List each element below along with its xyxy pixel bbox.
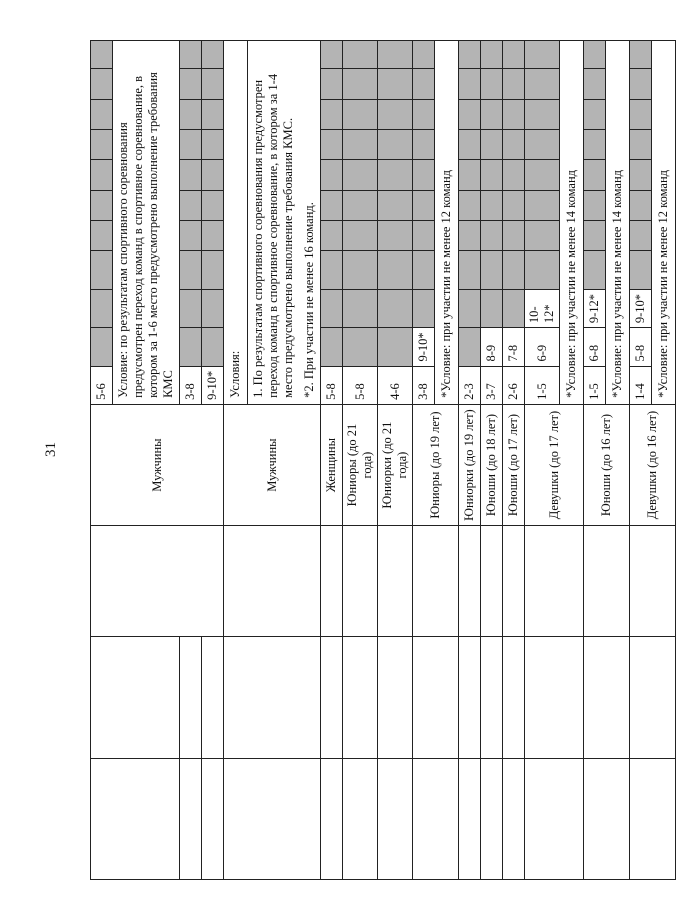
shaded-cell	[91, 190, 113, 220]
shaded-cell	[503, 130, 525, 160]
shaded-cell	[525, 41, 560, 69]
shaded-cell	[91, 289, 113, 327]
empty-cell	[459, 637, 481, 758]
shaded-cell	[378, 99, 413, 129]
shaded-cell	[481, 41, 503, 69]
shaded-cell	[180, 69, 202, 99]
category-cell: Юниорки (до 19 лет)	[459, 404, 481, 525]
place-cell: 5-8	[321, 366, 343, 404]
shaded-cell	[503, 160, 525, 190]
table-row	[459, 41, 481, 880]
shaded-cell	[630, 130, 652, 160]
shaded-cell	[343, 289, 378, 327]
shaded-cell	[481, 220, 503, 250]
shaded-cell	[202, 289, 224, 327]
empty-cell	[180, 637, 202, 758]
place-cell: 7-8	[503, 328, 525, 366]
empty-cell	[91, 758, 180, 879]
condition-item-2: *2. При участии не менее 16 команд.	[302, 202, 316, 398]
shaded-cell	[91, 251, 113, 289]
shaded-cell	[91, 220, 113, 250]
condition-note: *Условие: при участии не менее 14 команд	[560, 41, 584, 405]
shaded-cell	[180, 251, 202, 289]
shaded-cell	[180, 220, 202, 250]
condition-note: *Условие: при участии не менее 12 команд	[652, 41, 676, 405]
empty-cell	[413, 758, 459, 879]
shaded-cell	[343, 220, 378, 250]
shaded-cell	[413, 220, 435, 250]
empty-cell	[224, 758, 321, 879]
shaded-cell	[321, 160, 343, 190]
shaded-cell	[321, 190, 343, 220]
condition-note: *Условие: при участии не менее 14 команд	[606, 41, 630, 405]
shaded-cell	[343, 328, 378, 366]
empty-cell	[321, 526, 343, 637]
shaded-cell	[202, 160, 224, 190]
shaded-cell	[481, 190, 503, 220]
shaded-cell	[378, 251, 413, 289]
empty-cell	[525, 637, 584, 758]
table-row	[413, 41, 435, 880]
place-cell: 4-6	[378, 366, 413, 404]
table-row	[481, 41, 503, 880]
empty-cell	[91, 526, 224, 637]
shaded-cell	[459, 69, 481, 99]
shaded-cell	[459, 220, 481, 250]
shaded-cell	[202, 190, 224, 220]
place-cell: 10-12*	[525, 289, 560, 327]
shaded-cell	[378, 220, 413, 250]
shaded-cell	[584, 220, 606, 250]
shaded-cell	[378, 41, 413, 69]
shaded-cell	[343, 99, 378, 129]
place-cell: 3-8	[180, 366, 202, 404]
shaded-cell	[202, 99, 224, 129]
empty-cell	[584, 637, 630, 758]
empty-cell	[343, 526, 378, 637]
place-cell: 3-8	[413, 366, 435, 404]
shaded-cell	[630, 160, 652, 190]
shaded-cell	[525, 130, 560, 160]
shaded-cell	[343, 160, 378, 190]
standards-table	[90, 40, 676, 880]
shaded-cell	[413, 99, 435, 129]
shaded-cell	[503, 251, 525, 289]
table-row	[584, 41, 606, 880]
empty-cell	[180, 758, 202, 879]
shaded-cell	[91, 69, 113, 99]
place-cell: 6-8	[584, 328, 606, 366]
shaded-cell	[343, 130, 378, 160]
shaded-cell	[584, 41, 606, 69]
shaded-cell	[459, 99, 481, 129]
shaded-cell	[481, 130, 503, 160]
shaded-cell	[202, 251, 224, 289]
place-cell: 5-8	[630, 328, 652, 366]
shaded-cell	[378, 69, 413, 99]
table-row	[525, 41, 560, 880]
place-cell: 9-10*	[413, 328, 435, 366]
empty-cell	[413, 637, 459, 758]
empty-cell	[503, 637, 525, 758]
shaded-cell	[180, 160, 202, 190]
shaded-cell	[321, 220, 343, 250]
shaded-cell	[525, 160, 560, 190]
empty-cell	[503, 758, 525, 879]
shaded-cell	[584, 190, 606, 220]
shaded-cell	[584, 160, 606, 190]
shaded-cell	[503, 69, 525, 99]
category-cell: Юниоры (до 21 года)	[343, 404, 378, 525]
category-cell: Женщины	[321, 404, 343, 525]
shaded-cell	[202, 328, 224, 366]
table-row	[321, 41, 343, 880]
place-cell: 2-6	[503, 366, 525, 404]
empty-cell	[321, 637, 343, 758]
place-cell: 1-5	[525, 366, 560, 404]
empty-cell	[224, 526, 321, 637]
shaded-cell	[343, 41, 378, 69]
shaded-cell	[503, 41, 525, 69]
shaded-cell	[413, 41, 435, 69]
place-cell: 9-10*	[630, 289, 652, 327]
shaded-cell	[525, 190, 560, 220]
shaded-cell	[321, 328, 343, 366]
shaded-cell	[413, 160, 435, 190]
empty-cell	[525, 758, 584, 879]
category-cell: Девушки (до 16 лет)	[630, 404, 676, 525]
shaded-cell	[503, 190, 525, 220]
category-cell: Юноши (до 16 лет)	[584, 404, 630, 525]
place-cell: 9-12*	[584, 289, 606, 327]
shaded-cell	[525, 251, 560, 289]
empty-cell	[378, 526, 413, 637]
shaded-cell	[343, 69, 378, 99]
shaded-cell	[321, 130, 343, 160]
empty-cell	[630, 526, 676, 637]
shaded-cell	[459, 160, 481, 190]
shaded-cell	[180, 328, 202, 366]
empty-cell	[584, 526, 630, 637]
shaded-cell	[459, 41, 481, 69]
empty-cell	[481, 637, 503, 758]
shaded-cell	[202, 41, 224, 69]
shaded-cell	[202, 130, 224, 160]
category-cell: Юниоры (до 19 лет)	[413, 404, 459, 525]
shaded-cell	[584, 99, 606, 129]
place-cell: 9-10*	[202, 366, 224, 404]
shaded-cell	[180, 41, 202, 69]
condition-note: Условие: по результатам спортивного соревнования предусмотрен переход команд в спортивное соревнование, в котором за 1-6 место предусмотрено выполнение требования КМС	[113, 41, 180, 405]
shaded-cell	[321, 99, 343, 129]
shaded-cell	[321, 69, 343, 99]
shaded-cell	[343, 190, 378, 220]
place-cell: 2-3	[459, 366, 481, 404]
place-cell: 5-8	[343, 366, 378, 404]
shaded-cell	[180, 99, 202, 129]
place-cell: 1-4	[630, 366, 652, 404]
place-cell: 1-5	[584, 366, 606, 404]
shaded-cell	[481, 251, 503, 289]
category-cell: Девушки (до 17 лет)	[525, 404, 584, 525]
category-cell: Мужчины	[91, 404, 224, 525]
shaded-cell	[630, 220, 652, 250]
page-number: 31	[43, 442, 59, 457]
shaded-cell	[525, 99, 560, 129]
empty-cell	[481, 526, 503, 637]
condition-note: *Условие: при участии не менее 12 команд	[435, 41, 459, 405]
category-cell: Юноши (до 18 лет)	[481, 404, 503, 525]
place-cell: 6-9	[525, 328, 560, 366]
table-row	[630, 41, 652, 880]
empty-cell	[224, 637, 321, 758]
empty-cell	[584, 758, 630, 879]
shaded-cell	[180, 130, 202, 160]
shaded-cell	[503, 220, 525, 250]
shaded-cell	[525, 220, 560, 250]
shaded-cell	[343, 251, 378, 289]
shaded-cell	[378, 289, 413, 327]
shaded-cell	[413, 251, 435, 289]
shaded-cell	[378, 130, 413, 160]
shaded-cell	[481, 289, 503, 327]
shaded-cell	[91, 328, 113, 366]
shaded-cell	[378, 328, 413, 366]
shaded-cell	[525, 69, 560, 99]
shaded-cell	[481, 69, 503, 99]
empty-cell	[525, 526, 584, 637]
category-cell: Юноши (до 17 лет)	[503, 404, 525, 525]
shaded-cell	[413, 69, 435, 99]
table-row	[343, 41, 378, 880]
shaded-cell	[584, 130, 606, 160]
place-cell: 8-9	[481, 328, 503, 366]
empty-cell	[202, 758, 224, 879]
shaded-cell	[459, 289, 481, 327]
table-row	[91, 41, 113, 880]
condition-note	[248, 41, 321, 405]
empty-cell	[91, 637, 180, 758]
shaded-cell	[630, 41, 652, 69]
shaded-cell	[321, 41, 343, 69]
shaded-cell	[91, 41, 113, 69]
table-row	[224, 41, 248, 880]
condition-item-1: 1. По результатам спортивного соревнования предусмотрен переход команд в спортивное соревнование, в котором за 1-4 место предусмотрено выполнение требования КМС.	[251, 73, 295, 398]
shaded-cell	[413, 130, 435, 160]
empty-cell	[630, 758, 676, 879]
shaded-cell	[630, 251, 652, 289]
empty-cell	[378, 758, 413, 879]
shaded-cell	[378, 190, 413, 220]
empty-cell	[503, 526, 525, 637]
empty-cell	[343, 758, 378, 879]
empty-cell	[343, 637, 378, 758]
table-row	[378, 41, 413, 880]
empty-cell	[459, 758, 481, 879]
empty-cell	[378, 637, 413, 758]
shaded-cell	[321, 289, 343, 327]
shaded-cell	[584, 251, 606, 289]
shaded-cell	[584, 69, 606, 99]
shaded-cell	[630, 69, 652, 99]
rotated-table-sheet	[90, 40, 670, 880]
shaded-cell	[378, 160, 413, 190]
empty-cell	[413, 526, 459, 637]
shaded-cell	[91, 130, 113, 160]
shaded-cell	[91, 160, 113, 190]
shaded-cell	[91, 99, 113, 129]
category-cell: Юниорки (до 21 года)	[378, 404, 413, 525]
shaded-cell	[202, 69, 224, 99]
shaded-cell	[459, 251, 481, 289]
shaded-cell	[503, 99, 525, 129]
category-cell: Мужчины	[224, 404, 321, 525]
shaded-cell	[630, 99, 652, 129]
place-cell: 3-7	[481, 366, 503, 404]
condition-head: Условия:	[224, 41, 248, 405]
shaded-cell	[459, 130, 481, 160]
table-row	[503, 41, 525, 880]
shaded-cell	[459, 328, 481, 366]
place-cell: 5-6	[91, 366, 113, 404]
shaded-cell	[202, 220, 224, 250]
empty-cell	[630, 637, 676, 758]
empty-cell	[202, 637, 224, 758]
shaded-cell	[481, 99, 503, 129]
shaded-cell	[413, 289, 435, 327]
empty-cell	[321, 758, 343, 879]
shaded-cell	[481, 160, 503, 190]
shaded-cell	[503, 289, 525, 327]
shaded-cell	[630, 190, 652, 220]
shaded-cell	[180, 289, 202, 327]
shaded-cell	[180, 190, 202, 220]
empty-cell	[481, 758, 503, 879]
shaded-cell	[321, 251, 343, 289]
empty-cell	[459, 526, 481, 637]
shaded-cell	[413, 190, 435, 220]
shaded-cell	[459, 190, 481, 220]
